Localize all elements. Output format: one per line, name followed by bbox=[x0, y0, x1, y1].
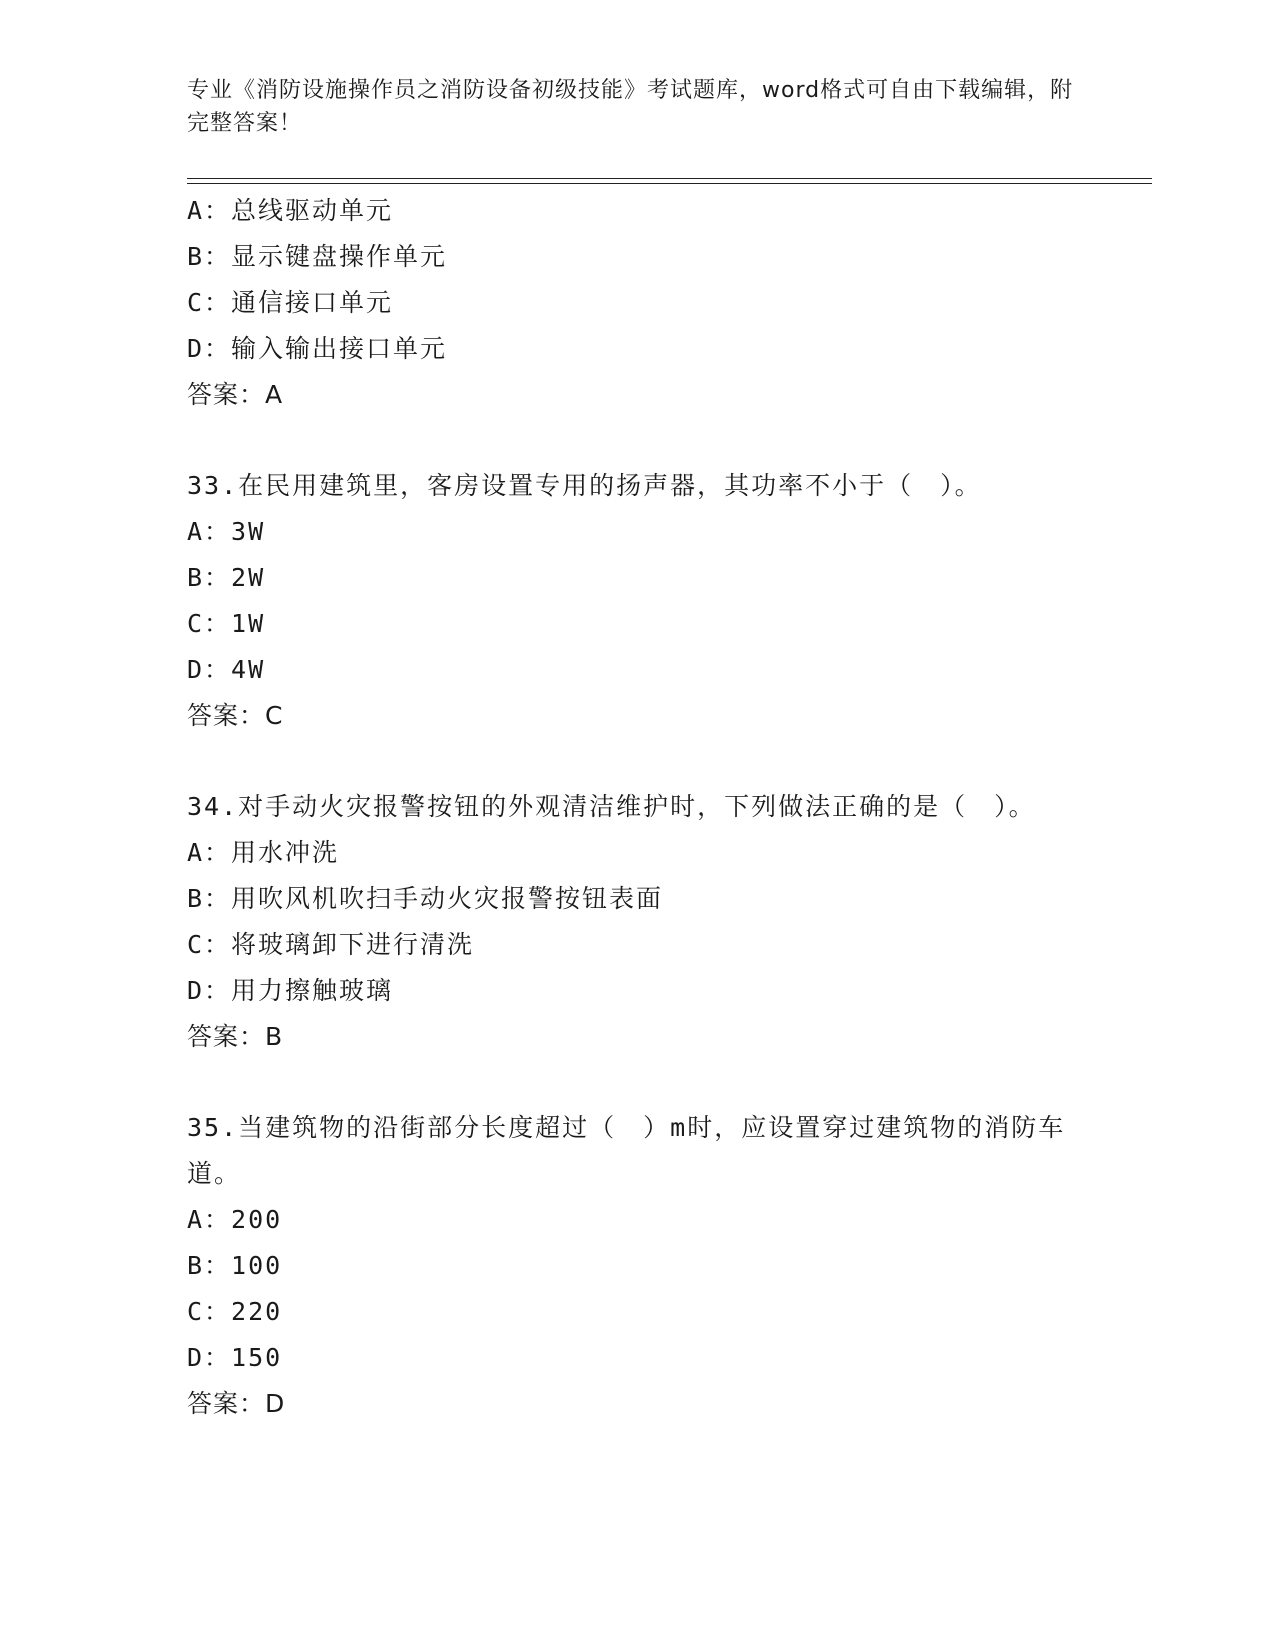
option-d: D：用力擦触玻璃 bbox=[187, 976, 394, 1005]
option-c: C：将玻璃卸下进行清洗 bbox=[187, 930, 475, 959]
option-c: C：220 bbox=[187, 1297, 283, 1326]
option-b: B：显示键盘操作单元 bbox=[187, 242, 448, 271]
header-rule-bottom bbox=[187, 183, 1152, 184]
question-text: 34.对手动火灾报警按钮的外观清洁维护时，下列做法正确的是（ ）。 bbox=[187, 792, 1036, 821]
option-b: B：2W bbox=[187, 563, 266, 592]
option-c: C：通信接口单元 bbox=[187, 288, 394, 317]
answer: 答案：D bbox=[187, 1389, 286, 1418]
question-list bbox=[187, 188, 1067, 1427]
header-rule-top bbox=[187, 178, 1152, 179]
answer: 答案：C bbox=[187, 701, 284, 730]
question-block bbox=[187, 1105, 1067, 1427]
option-d: D：150 bbox=[187, 1343, 283, 1372]
option-c: C：1W bbox=[187, 609, 266, 638]
question-block bbox=[187, 784, 1067, 1060]
option-a: A：总线驱动单元 bbox=[187, 196, 394, 225]
option-b: B：100 bbox=[187, 1251, 283, 1280]
question-block bbox=[187, 188, 1067, 418]
question-text: 33.在民用建筑里，客房设置专用的扬声器，其功率不小于（ ）。 bbox=[187, 471, 982, 500]
question-block bbox=[187, 463, 1067, 739]
option-a: A：200 bbox=[187, 1205, 283, 1234]
option-d: D：4W bbox=[187, 655, 266, 684]
option-a: A：3W bbox=[187, 517, 266, 546]
answer: 答案：A bbox=[187, 380, 284, 409]
document-header: 专业《消防设施操作员之消防设备初级技能》考试题库，word格式可自由下载编辑，附完整答案！ bbox=[187, 78, 1074, 136]
option-a: A：用水冲洗 bbox=[187, 838, 340, 867]
option-b: B：用吹风机吹扫手动火灾报警按钮表面 bbox=[187, 884, 664, 913]
question-text: 35.当建筑物的沿街部分长度超过（ ）m时，应设置穿过建筑物的消防车道。 bbox=[187, 1113, 1066, 1188]
answer: 答案：B bbox=[187, 1022, 284, 1051]
option-d: D：输入输出接口单元 bbox=[187, 334, 448, 363]
